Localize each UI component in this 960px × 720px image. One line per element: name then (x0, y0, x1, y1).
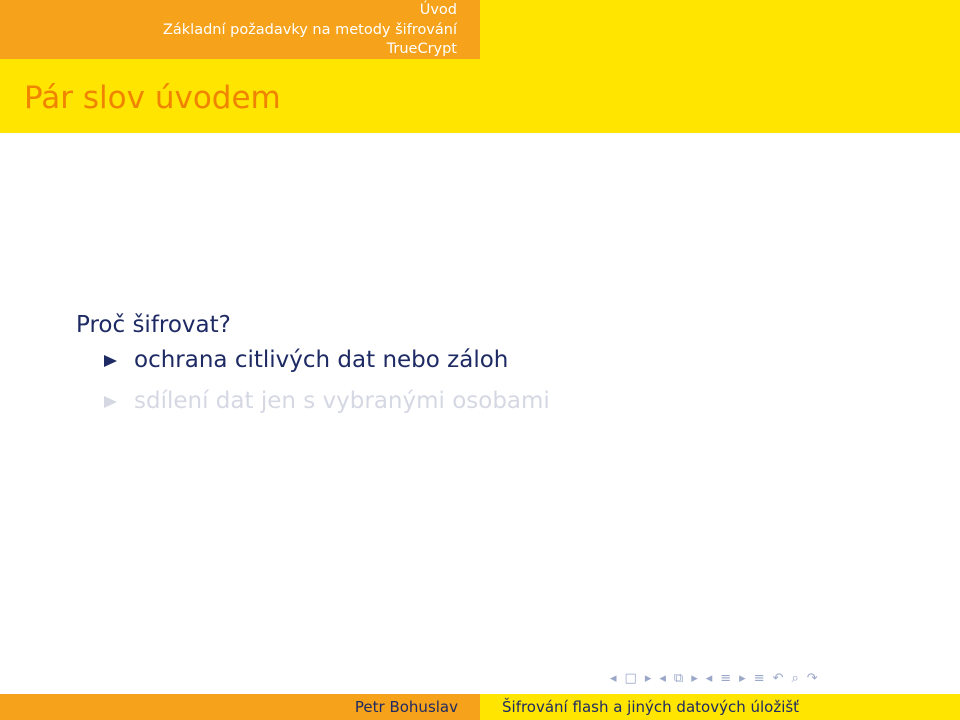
nav-search-icon[interactable]: ⌕ (791, 671, 799, 686)
section-link-truecrypt[interactable]: TrueCrypt (386, 41, 457, 57)
nav-prev-section-icon[interactable]: ◂ (705, 671, 713, 686)
nav-back-icon[interactable]: ↶ (772, 671, 784, 686)
beamer-navigation-symbols (610, 671, 818, 686)
footer-title: Šifrování flash a jiných datových úložišť (480, 694, 960, 720)
headline (0, 0, 960, 59)
bullet-list (76, 347, 550, 429)
nav-section-icon[interactable]: ≡ (720, 671, 732, 686)
nav-forward-icon[interactable]: ↷ (806, 671, 818, 686)
nav-next-subsection-icon[interactable]: ▸ (691, 671, 698, 686)
question-text: Proč šifrovat? (76, 312, 231, 338)
nav-next-section-icon[interactable]: ▸ (739, 671, 746, 686)
list-item-text: sdílení dat jen s vybranými osobami (134, 388, 550, 414)
nav-frame-icon[interactable]: □ (624, 671, 637, 686)
triangle-bullet-icon (104, 355, 117, 367)
nav-prev-subsection-icon[interactable]: ◂ (659, 671, 666, 686)
list-item-text: ochrana citlivých dat nebo záloh (134, 347, 509, 373)
section-navigation (163, 0, 457, 60)
frame-title: Pár slov úvodem (24, 80, 281, 116)
nav-next-frame-icon[interactable]: ▸ (644, 671, 652, 686)
list-item (104, 347, 550, 388)
nav-prev-frame-icon[interactable]: ◂ (610, 671, 617, 686)
footer-author: Petr Bohuslav (0, 694, 480, 720)
list-item (104, 388, 550, 429)
footline (0, 694, 960, 720)
triangle-bullet-icon (104, 396, 117, 408)
frame-title-bar (0, 59, 960, 133)
nav-subsection-icon[interactable]: ⧉ (673, 671, 684, 686)
section-link-uvod[interactable]: Úvod (419, 2, 457, 18)
frame-body (76, 312, 550, 429)
nav-align-icon[interactable]: ≡ (753, 671, 765, 686)
section-link-pozadavky[interactable]: Základní požadavky na metody šifrování (162, 21, 457, 38)
headline-right (480, 0, 960, 59)
